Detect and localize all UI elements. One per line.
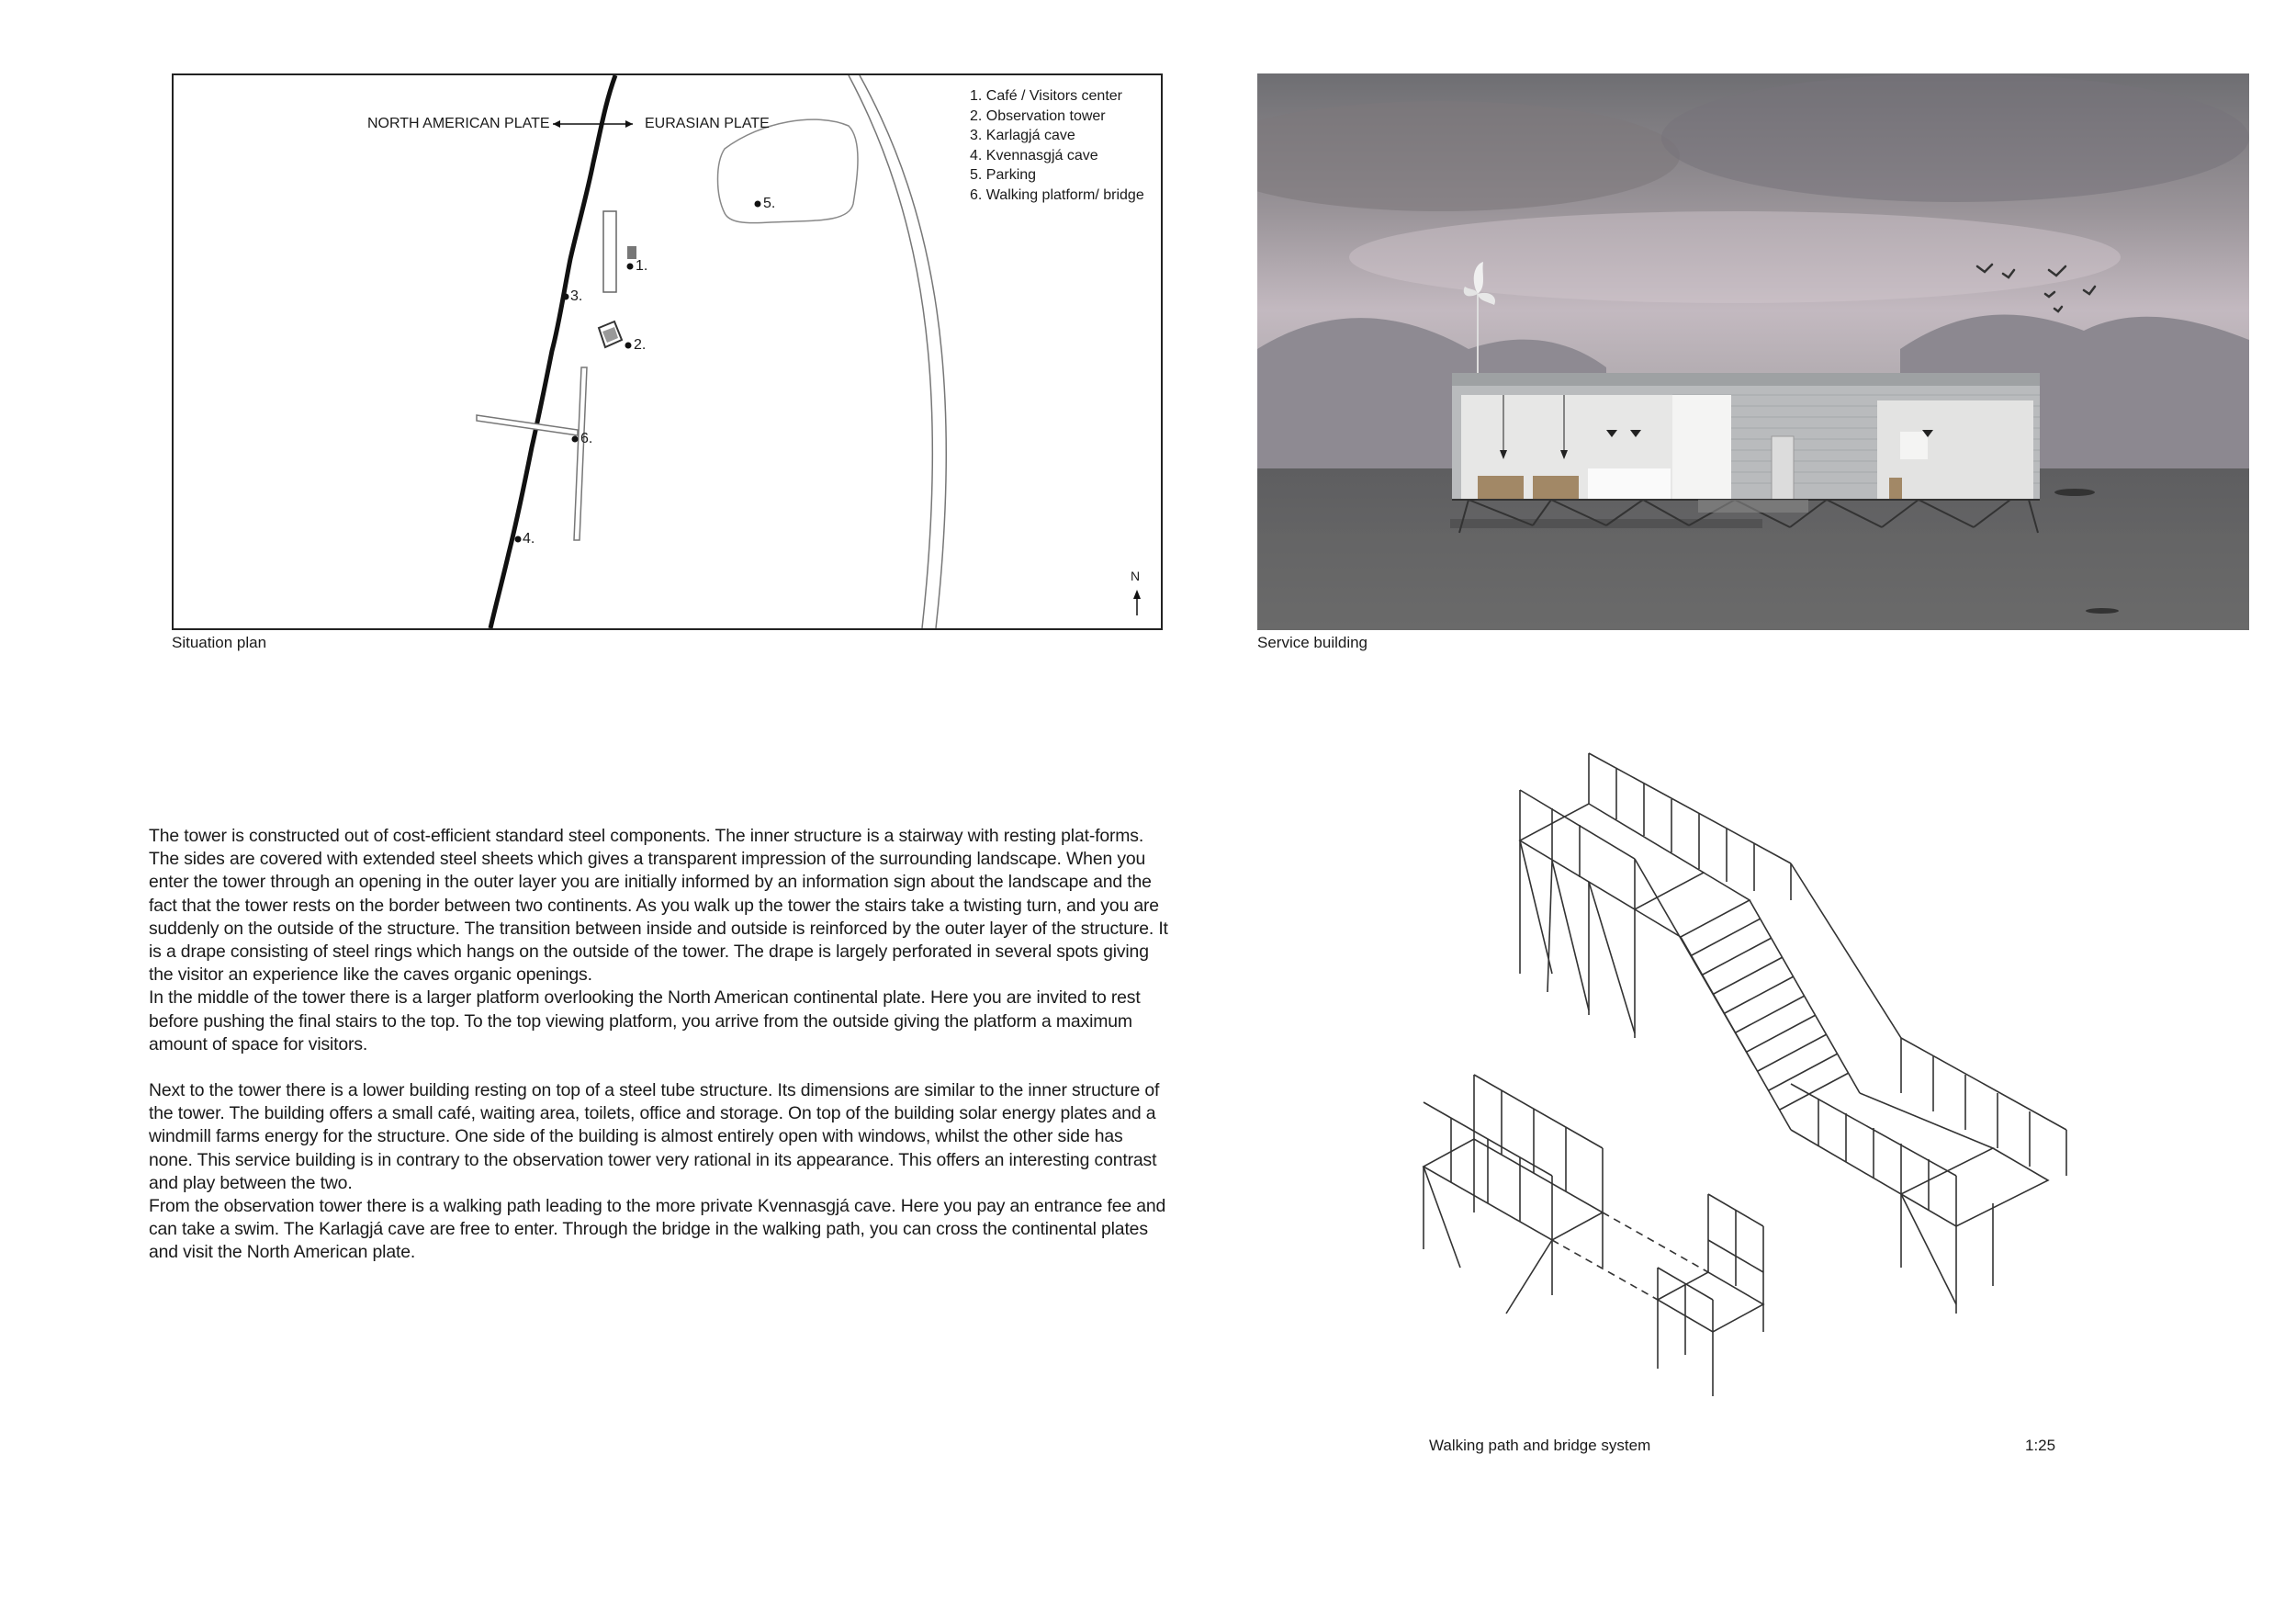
plan-legend <box>970 86 1144 205</box>
service-building-image <box>1257 73 2249 630</box>
bridge-path <box>477 415 578 435</box>
marker-label-2: 2. <box>634 337 647 353</box>
walking-path <box>574 367 587 540</box>
legend-item: 4. Kvennasgjá cave <box>970 147 1098 164</box>
legend-item: 6. Walking platform/ bridge <box>970 186 1144 203</box>
service-building-caption: Service building <box>1257 634 1368 651</box>
north-arrow-icon <box>1133 590 1141 599</box>
paragraph: The tower is constructed out of cost-efficient standard steel components. The inner structure is a stairway with resting plat-forms. The sides are covered with extended steel sheets which gives a transparent impression of the surrounding landscape. When you enter the tower through an opening in the outer layer you are initially informed by an information sign about the landscape and the fact that the tower rests on the border between two continents. As you walk up the tower the stairs take a twisting turn, and you are suddenly on the outside of the structure. The transition between inside and outside is reinforced by the outer layer of the structure. It is a drape consisting of steel rings which hangs on the outside of the tower. The drape is largely perforated in several spots giving the visitor an experience like the caves organic openings. <box>149 826 1168 986</box>
paragraph: In the middle of the tower there is a larger platform overlooking the North American continental plate. Here you are invited to rest before pushing the final stairs to the top. To the top viewing platform, you arrive from the outside giving the platform a maximum amount of space for visitors. <box>149 987 1141 1054</box>
building-roof-edge <box>1452 373 2040 386</box>
interior-counter <box>1672 395 1731 500</box>
cloud <box>1661 73 2249 202</box>
situation-plan <box>172 73 1163 630</box>
legend-item: 5. Parking <box>970 167 1037 183</box>
eurasian-plate-label: EURASIAN PLATE <box>645 116 770 131</box>
cafe-annex <box>627 246 636 259</box>
marker-label-6: 6. <box>580 431 593 446</box>
counter <box>1588 468 1671 500</box>
situation-plan-caption: Situation plan <box>172 634 267 651</box>
bridge-drawing-caption: Walking path and bridge system <box>1429 1437 1651 1454</box>
puddle <box>2086 608 2119 614</box>
entrance-steps <box>1698 500 1808 513</box>
marker-dot-6 <box>572 436 579 443</box>
parking-outline <box>718 119 859 223</box>
legend-item: 3. Karlagjá cave <box>970 128 1075 143</box>
marker-dot-5 <box>755 201 761 208</box>
marker-dot-2 <box>625 343 632 349</box>
cafe-building <box>603 211 616 292</box>
road-line-inner <box>849 75 932 628</box>
north-label: N <box>1131 569 1141 583</box>
plate-arrow-right <box>625 120 633 128</box>
marker-dot-4 <box>515 536 522 543</box>
chair <box>1889 478 1902 500</box>
marker-label-4: 4. <box>523 531 535 547</box>
legend-item: 2. Observation tower <box>970 107 1106 124</box>
cafe-table <box>1533 476 1579 500</box>
rift-line <box>490 75 615 628</box>
scale-label: 1:25 <box>2025 1437 2056 1454</box>
marker-label-5: 5. <box>763 196 776 211</box>
paragraph: Next to the tower there is a lower building resting on top of a steel tube structure. Its dimensions are similar to the inner structure of the tower. The building offers a small café, waiting area, toilets, office and storage. On top of the building solar energy plates and a windmill farms energy for the structure. One side of the building is almost entirely open with windows, whilst the other side has none. This service building is in contrary to the observation tower very rational in its appearance. This offers an interesting contrast and play between the two. <box>149 1080 1160 1193</box>
marker-dot-1 <box>627 264 634 270</box>
bridge-modules <box>1424 1075 1763 1396</box>
building-door <box>1772 436 1794 500</box>
project-description <box>149 825 1168 1265</box>
legend-item: 1. Café / Visitors center <box>970 88 1122 104</box>
building-shadow <box>1450 519 1762 528</box>
plate-arrow-left <box>553 120 560 128</box>
service-building-render <box>1257 73 2249 630</box>
north-american-plate-label: NORTH AMERICAN PLATE <box>367 116 550 131</box>
marker-label-3: 3. <box>570 288 583 304</box>
paragraph: From the observation tower there is a walking path leading to the more private Kvennasgjá cave. Here you pay an entrance fee and can take a swim. The Karlagjá cave are free to enter. Through the bridge in the walking path, you can cross the continental plates and visit the North American plate. <box>149 1196 1166 1263</box>
wall-panel <box>1900 432 1928 459</box>
walking-path-bridge-drawing <box>1405 735 2094 1415</box>
puddle <box>2054 489 2095 496</box>
cafe-table <box>1478 476 1524 500</box>
ground-shade <box>1257 533 2249 630</box>
marker-dot-3 <box>563 294 569 300</box>
marker-label-1: 1. <box>636 258 648 274</box>
road-line-outer <box>860 75 946 628</box>
